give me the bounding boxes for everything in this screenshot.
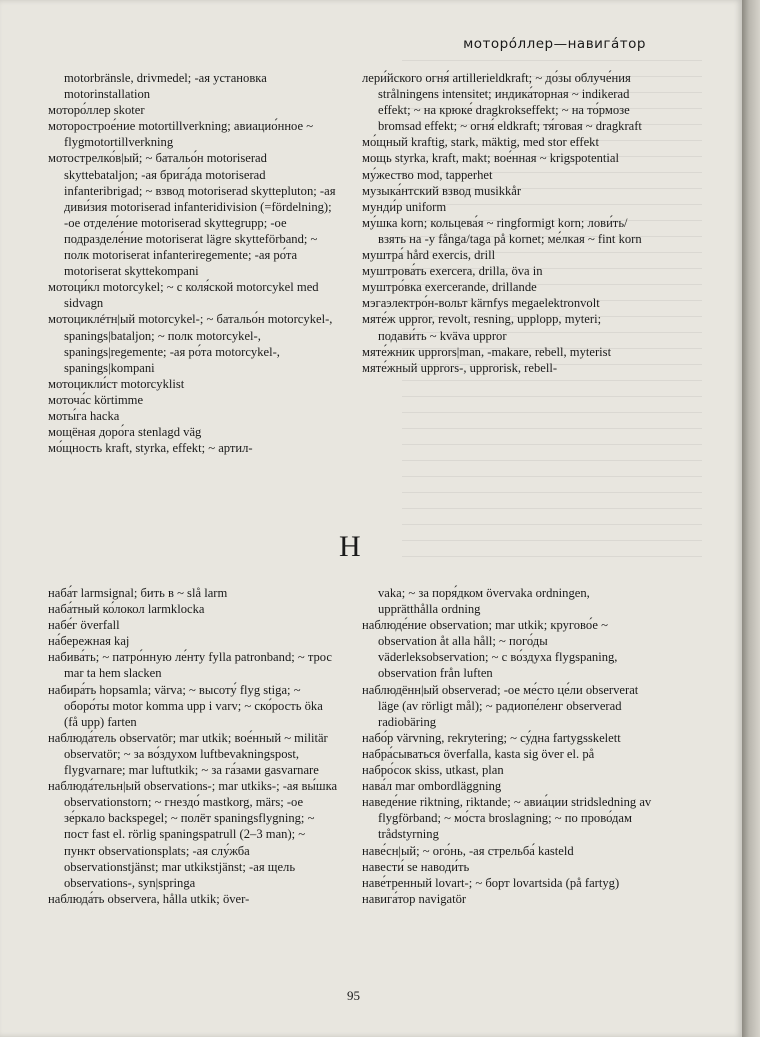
page-number: 95 bbox=[347, 988, 360, 1003]
entry: моточа́с körtimme bbox=[48, 392, 144, 407]
entry: мунди́р uniform bbox=[362, 199, 447, 214]
entry: нава́л mar ombordläggning bbox=[362, 779, 502, 794]
entry: мэгаэлектро́н-вольт kärnfys megaelektronvolt bbox=[362, 296, 600, 311]
entry: набива́ть; ~ патро́нную ле́нту fylla patronband; ~ трос mar ta hem slacken bbox=[48, 650, 333, 681]
entry: набра́сываться överfalla, kasta sig över el. på bbox=[362, 746, 595, 761]
entry: vaka; ~ за поря́дком övervaka ordningen, upprätthålla ordning bbox=[378, 586, 590, 617]
entry: лери́йского огня́ artillerieldkraft; ~ до́зы облуче́ния strålningens intensitet; индика́торная ~ indikerad effekt; ~ на крюке́ dragkrokseffekt; ~ на то́рмозе bromsad effekt; ~ огня́ eldkraft; тя́говая ~ dragkraft bbox=[362, 71, 642, 134]
entry: му́жество mod, tapperhet bbox=[362, 167, 493, 182]
entry: наве́сн|ый; ~ ого́нь, -ая стрельба́ kasteld bbox=[362, 843, 574, 858]
entry: мотоци́кл motorcykel; ~ с коля́ской motorcykel med sidvagn bbox=[48, 280, 319, 311]
entry: мяте́жник upprors|man, -makare, rebell, myterist bbox=[362, 344, 612, 359]
entry: motorbränsle, drivmedel; -ая установка motorinstallation bbox=[64, 71, 267, 102]
entry: музыка́нтский взвод musikkår bbox=[362, 183, 522, 198]
entry: наведе́ние riktning, riktande; ~ авиа́ции stridsledning av flygförband; ~ мо́ста broslagning; ~ по прово́дам trådstyrning bbox=[362, 795, 652, 842]
column-top-right bbox=[362, 70, 652, 376]
entry: муштрова́ть exercera, drilla, öva in bbox=[362, 264, 543, 279]
entry: наблюда́тельн|ый observations-; mar utkiks-; -ая вы́шка observationstorn; ~ гнездо́ mastkorg, märs; -ое зе́ркало backspegel; ~ полёт spaningsflygning; ~ пост fast el. rörlig spaningspatrull (2–3 man); ~ пункт observationsplats; -ая слу́жба observationstjänst; mar utkikstjänst; -ая щель observations-, syn|springa bbox=[48, 779, 338, 890]
entry: набро́сок skiss, utkast, plan bbox=[362, 763, 504, 778]
entry: набо́р värvning, rekrytering; ~ су́дна fartygsskelett bbox=[362, 730, 621, 745]
entry: навига́тор navigatör bbox=[362, 891, 467, 906]
entry: наблюде́ние observation; mar utkik; кругово́е ~ observation åt alla håll; ~ пого́ды väderleksobservation; ~ с во́здуха flygspaning, observation från luften bbox=[362, 618, 618, 681]
column-top-left bbox=[48, 70, 338, 456]
entry: мо́щный kraftig, stark, mäktig, med stor effekt bbox=[362, 135, 599, 150]
entry: набе́г överfall bbox=[48, 618, 120, 633]
entry: наве́тренный lovart-; ~ борт lovartsida (på fartyg) bbox=[362, 875, 620, 890]
entry: му́шка korn; кольцева́я ~ ringformigt korn; лови́ть/взять на -у fånga/taga på kornet; ме́лкая ~ fint korn bbox=[362, 215, 642, 246]
entry: мощёная доро́га stenlagd väg bbox=[48, 425, 202, 440]
entry: мотоциклéтн|ый motorcykel-; ~ батальо́н motorcykel-, spanings|bataljon; ~ полк motorcykel-, spanings|regemente; -ая ро́та motorcykel-, spanings|kompani bbox=[48, 312, 333, 375]
book-edge bbox=[742, 0, 760, 1037]
entry: мощь styrka, kraft, makt; вое́нная ~ krigspotential bbox=[362, 151, 619, 166]
entry: мотоцикли́ст motorcyklist bbox=[48, 376, 185, 391]
entry: навести́ se наводи́ть bbox=[362, 859, 470, 874]
entry: наба́т larmsignal; бить в ~ slå larm bbox=[48, 586, 228, 600]
entry: моторо́ллер skoter bbox=[48, 103, 145, 118]
running-head: моторо́ллер—навига́тор bbox=[463, 36, 646, 52]
entry: муштро́вка exercerande, drillande bbox=[362, 280, 537, 295]
entry: моты́га hacka bbox=[48, 408, 120, 423]
entry: мотострелко́в|ый; ~ батальо́н motoriserad skyttebataljon; -ая брига́да motoriserad infanteribrigad; ~ взвод motoriserad skyttepluton; -ая диви́зия motoriserad infanteridivision (=fördelning); -ое отделе́ние motoriserad skyttegrupp; -ое подразделе́ние motoriserat lägre skytteförband; ~ полк motoriserat infanteriregemente; -ая ро́та motoriserat skyttekompani bbox=[48, 151, 336, 279]
entry: муштра́ hård exercis, drill bbox=[362, 248, 496, 263]
entry: мяте́жный upprors-, upprorisk, rebell- bbox=[362, 360, 558, 375]
section-letter: Н bbox=[339, 530, 361, 563]
entry: наблюда́ть observera, hålla utkik; över- bbox=[48, 891, 250, 906]
entry: наблюдённ|ый observerad; -ое ме́сто це́ли observerat läge (av rörligt mål); ~ радиопе́ленг observerad radiobäring bbox=[362, 682, 639, 729]
entry: моторострое́ние motortillverkning; авиацио́нное ~ flygmotortillverkning bbox=[48, 119, 314, 150]
column-bottom-left bbox=[48, 585, 338, 907]
entry: наба́тный ко́локол larmklocka bbox=[48, 602, 205, 617]
column-bottom-right bbox=[362, 585, 652, 907]
entry: наблюда́тель observatör; mar utkik; вое́нный ~ militär observatör; ~ за во́здухом luftbevakningspost, flygvarnare; mar luftutkik; ~ за га́зами gasvarnare bbox=[48, 730, 328, 778]
entry: набира́ть hopsamla; värva; ~ высоту́ flyg stiga; ~ оборо́ты motor komma upp i varv; ~ ско́рость öka (få upp) farten bbox=[48, 682, 323, 729]
entry: мо́щность kraft, styrka, effekt; ~ артил- bbox=[48, 441, 253, 456]
entry: на́бережная kaj bbox=[48, 634, 130, 649]
entry: мяте́ж uppror, revolt, resning, upplopp, myteri; подави́ть ~ kväva uppror bbox=[362, 312, 602, 343]
